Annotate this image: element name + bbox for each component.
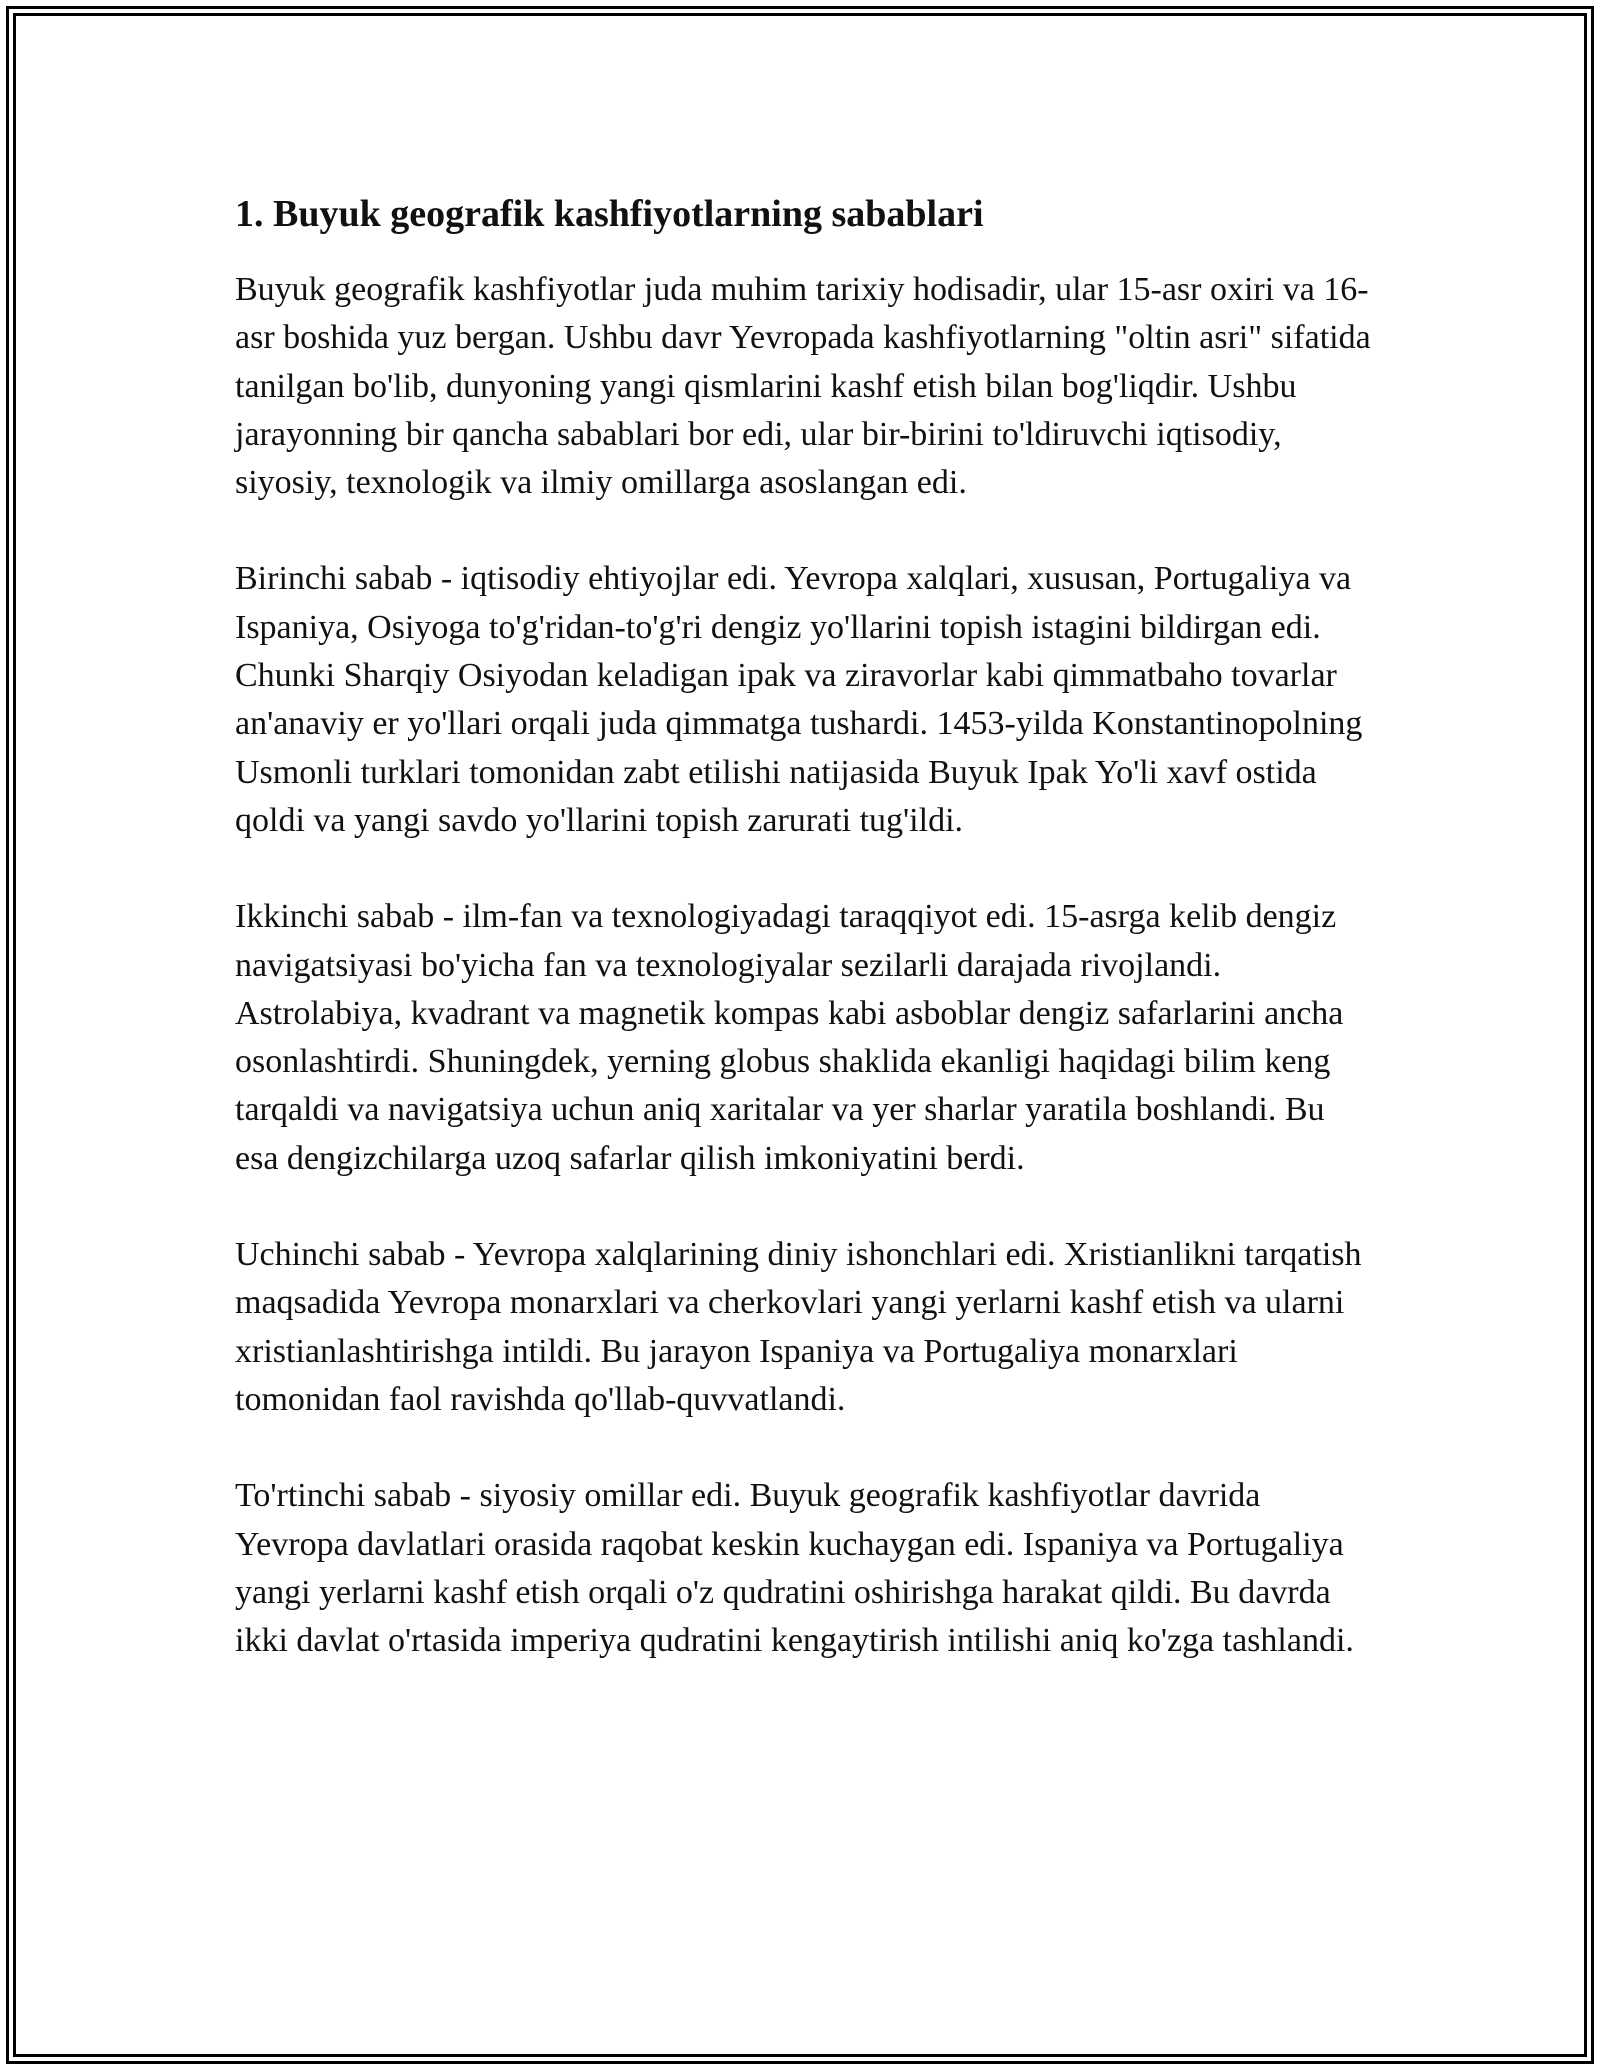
document-title: 1. Buyuk geografik kashfiyotlarning sabablari [235,193,984,235]
paragraph-third-reason: Uchinchi sabab - Yevropa xalqlarining diniy ishonchlari edi. Xristianlikni tarqatish maqsadida Yevropa monarxlari va cherkovlari yangi yerlarni kashf etish va ularni xristianlashtirishga intildi. Bu jarayon Ispaniya va Portugaliya monarxlari tomonidan faol ravishda qo'llab-quvvatlandi. [235,1236,1362,1418]
paragraph-introduction: Buyuk geografik kashfiyotlar juda muhim tarixiy hodisadir, ular 15-asr oxiri va 16-asr boshida yuz bergan. Ushbu davr Yevropada kashfiyotlarning "oltin asri" sifatida tanilgan bo'lib, dunyoning yangi qismlarini kashf etish bilan bog'liqdir. Ushbu jarayonning bir qancha sabablari bor edi, ular bir-birini to'ldiruvchi iqtisodiy, siyosiy, texnologik va ilmiy omillarga asoslangan edi. [235,271,1371,502]
paragraph-fourth-reason: To'rtinchi sabab - siyosiy omillar edi. Buyuk geografik kashfiyotlar davrida Yevropa davlatlari orasida raqobat keskin kuchaygan edi. Ispaniya va Portugaliya yangi yerlarni kashf etish orqali o'z qudratini oshirishga harakat qildi. Bu davrda ikki davlat o'rtasida imperiya qudratini kengaytirish intilishi aniq ko'zga tashlandi. [235,1477,1354,1660]
document-body [235,182,1375,1713]
paragraph-first-reason: Birinchi sabab - iqtisodiy ehtiyojlar edi. Yevropa xalqlari, xususan, Portugaliya va Ispaniya, Osiyoga to'g'ridan-to'g'ri dengiz yo'llarini topish istagini bildirgan edi. Chunki Sharqiy Osiyodan keladigan ipak va ziravorlar kabi qimmatbaho tovarlar an'anaviy er yo'llari orqali juda qimmatga tushardi. 1453-yilda Konstantinopolning Usmonli turklari tomonidan zabt etilishi natijasida Buyuk Ipak Yo'li xavf ostida qoldi va yangi savdo yo'llarini topish zarurati tug'ildi. [235,560,1363,839]
paragraph-second-reason: Ikkinchi sabab - ilm-fan va texnologiyadagi taraqqiyot edi. 15-asrga kelib dengiz navigatsiyasi bo'yicha fan va texnologiyalar sezilarli darajada rivojlandi. Astrolabiya, kvadrant va magnetik kompas kabi asboblar dengiz safarlarini ancha osonlashtirdi. Shuningdek, yerning globus shaklida ekanligi haqidagi bilim keng tarqaldi va navigatsiya uchun aniq xaritalar va yer sharlar yaratila boshlandi. Bu esa dengizchilarga uzoq safarlar qilish imkoniyatini berdi. [235,898,1344,1177]
